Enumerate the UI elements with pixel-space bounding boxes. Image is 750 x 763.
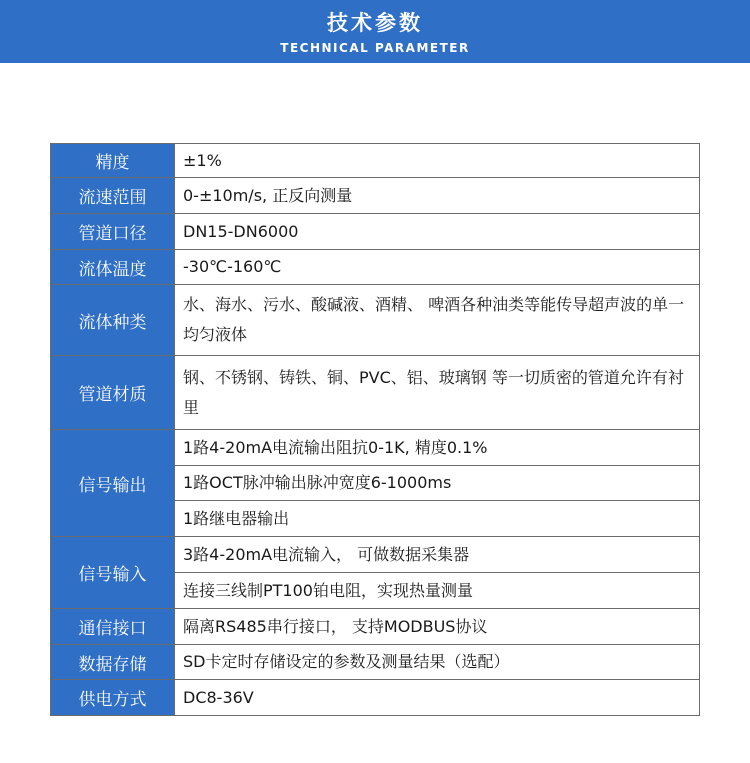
section-subtitle: TECHNICAL PARAMETER [280,41,470,55]
spec-value-signal-input-2: 连接三线制PT100铂电阻，实现热量测量 [175,573,700,609]
table-row [51,430,700,466]
spec-label-data-storage: 数据存储 [51,645,175,680]
table-row [51,680,700,716]
table-row [51,178,700,214]
spec-label-power-supply: 供电方式 [51,680,175,716]
spec-value-communication: 隔离RS485串行接口， 支持MODBUS协议 [175,609,700,645]
table-row [51,285,700,356]
spec-value-pipe-material: 钢、不锈钢、铸铁、铜、PVC、铝、玻璃钢 等一切质密的管道允许有衬里 [175,356,700,430]
section-header [0,0,750,63]
spec-label-signal-input: 信号输入 [51,537,175,609]
spec-label-flow-range: 流速范围 [51,178,175,214]
spec-value-fluid-type: 水、海水、污水、酸碱液、酒精、 啤酒各种油类等能传导超声波的单一均匀液体 [175,285,700,356]
spec-value-signal-output-2: 1路OCT脉冲输出脉冲宽度6-1000ms [175,466,700,501]
spec-label-communication: 通信接口 [51,609,175,645]
spec-value-power-supply: DC8-36V [175,680,700,716]
spec-label-pipe-diameter: 管道口径 [51,214,175,250]
table-row [51,144,700,178]
spec-value-signal-input-1: 3路4-20mA电流输入， 可做数据采集器 [175,537,700,573]
spec-label-signal-output: 信号输出 [51,430,175,537]
table-row [51,537,700,573]
spec-label-fluid-type: 流体种类 [51,285,175,356]
spec-value-signal-output-3: 1路继电器输出 [175,501,700,537]
spec-value-pipe-diameter: DN15-DN6000 [175,214,700,250]
table-row [51,250,700,285]
spec-label-pipe-material: 管道材质 [51,356,175,430]
spec-value-data-storage: SD卡定时存储设定的参数及测量结果（选配） [175,645,700,680]
spec-table [50,143,700,716]
spec-label-accuracy: 精度 [51,144,175,178]
spec-label-fluid-temperature: 流体温度 [51,250,175,285]
spec-value-signal-output-1: 1路4-20mA电流输出阻抗0-1K, 精度0.1% [175,430,700,466]
section-title: 技术参数 [327,11,423,35]
spec-value-fluid-temperature: -30℃-160℃ [175,250,700,285]
spec-value-flow-range: 0-±10m/s, 正反向测量 [175,178,700,214]
table-row [51,356,700,430]
table-row [51,645,700,680]
spec-value-accuracy: ±1% [175,144,700,178]
table-row [51,214,700,250]
table-row [51,609,700,645]
